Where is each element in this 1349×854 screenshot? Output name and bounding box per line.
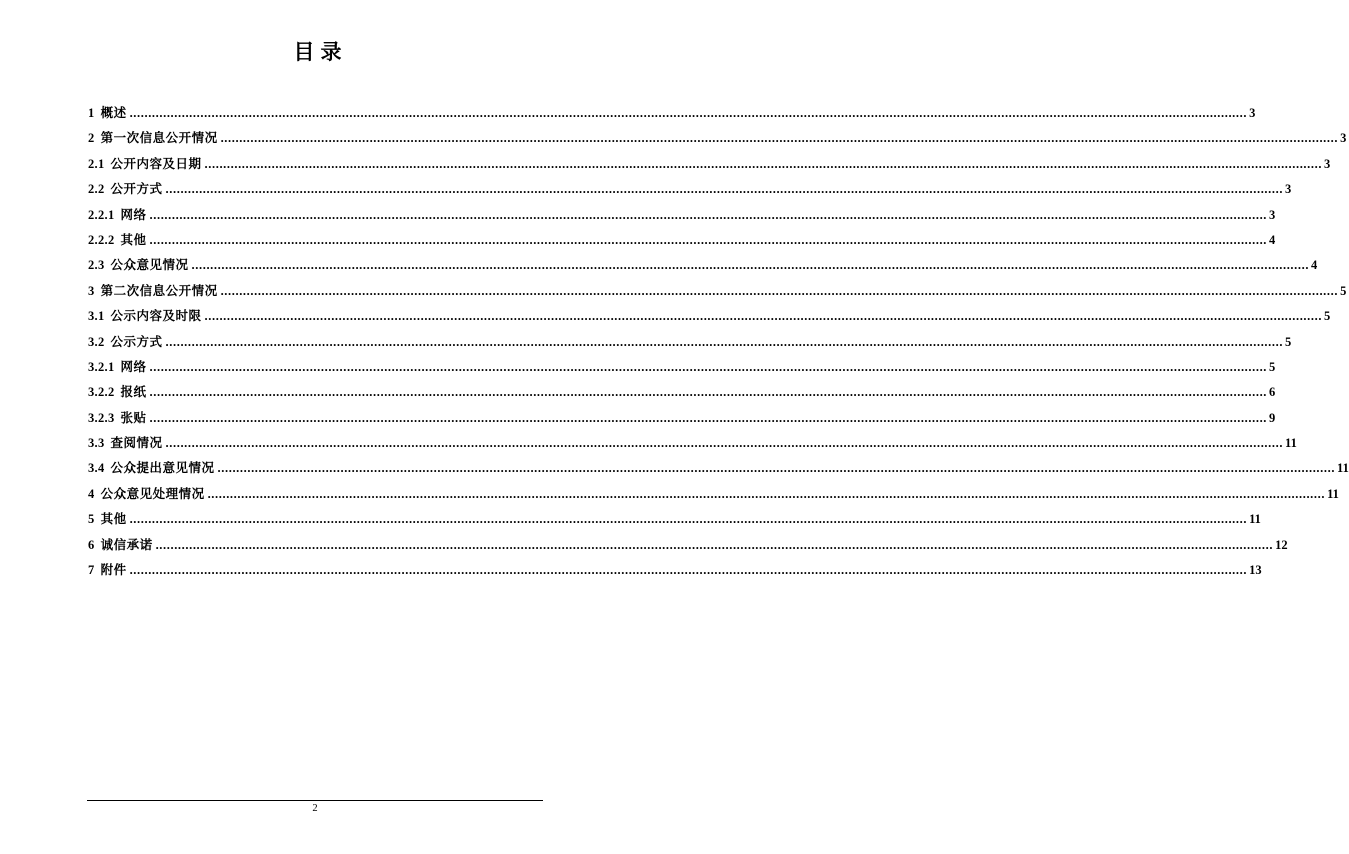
toc-list [88,101,1349,583]
toc-entry-title: 报纸 [120,385,147,400]
toc-entry [88,203,1276,228]
toc-entry-number: 3.4 [88,461,105,476]
toc-entry-number: 6 [88,537,95,552]
toc-entry-title: 其他 [120,232,147,247]
toc-entry-number: 2.1 [88,156,105,171]
toc-entry [88,304,1331,329]
toc-entry-number: 3.2 [88,334,105,349]
toc-entry [88,558,1262,583]
toc-entry [88,101,1256,126]
toc-entry [88,279,1347,304]
toc-entry-title: 公众意见处理情况 [100,486,205,501]
toc-entry-page: 6 [1269,385,1276,400]
toc-entry-page: 11 [1327,486,1339,501]
toc-entry [88,152,1331,177]
toc-leader-dots: ............................................................................................................................................................................................................................................................................................................ [129,106,1248,120]
toc-entry-title: 第二次信息公开情况 [100,283,218,298]
toc-entry-title: 附件 [100,563,127,578]
toc-entry-page: 11 [1249,512,1261,527]
toc-entry [88,355,1276,380]
toc-entry-page: 5 [1285,334,1292,349]
toc-entry-title: 诚信承诺 [100,537,153,552]
toc-leader-dots: ............................................................................................................................................................................................................................................................................................................ [149,410,1268,425]
toc-leader-dots: ............................................................................................................................................................................................................................................................................................................ [220,131,1339,146]
toc-leader-dots: ............................................................................................................................................................................................................................................................................................................ [220,283,1339,298]
toc-entry-number: 2.2.1 [88,207,115,222]
toc-leader-dots: ............................................................................................................................................................................................................................................................................................................ [191,258,1310,273]
toc-leader-dots: ............................................................................................................................................................................................................................................................................................................ [149,385,1268,400]
toc-entry-number: 3.1 [88,309,105,324]
toc-entry [88,228,1276,253]
toc-entry-page: 3 [1285,182,1292,197]
toc-entry-number: 5 [88,512,95,527]
toc-entry-title: 公众意见情况 [110,258,189,273]
toc-entry [88,253,1318,278]
toc-leader-dots: ............................................................................................................................................................................................................................................................................................................ [165,182,1284,197]
toc-entry-number: 2.3 [88,258,105,273]
footer-divider [87,800,543,801]
toc-entry-title: 网络 [120,207,147,222]
toc-entry [88,330,1292,355]
toc-entry-page: 12 [1275,537,1288,552]
toc-leader-dots: ............................................................................................................................................................................................................................................................................................................ [217,461,1336,476]
toc-entry-number: 3.2.3 [88,410,115,425]
toc-entry-title: 第一次信息公开情况 [100,131,218,146]
toc-entry-page: 4 [1311,258,1318,273]
page-footer [87,800,543,816]
toc-entry-number: 3 [88,283,95,298]
toc-entry-number: 3.2.2 [88,385,115,400]
toc-entry [88,380,1276,405]
toc-leader-dots: ............................................................................................................................................................................................................................................................................................................ [129,563,1248,578]
toc-entry-page: 3 [1249,106,1256,120]
footer-page-number: 2 [312,803,318,814]
toc-entry-title: 概述 [100,106,127,120]
toc-leader-dots: ............................................................................................................................................................................................................................................................................................................ [149,232,1268,247]
toc-entry-title: 公示方式 [110,334,163,349]
toc-leader-dots: ............................................................................................................................................................................................................................................................................................................ [149,359,1268,374]
toc-entry-page: 5 [1324,309,1331,324]
toc-entry-title: 网络 [120,359,147,374]
toc-entry-title: 公开方式 [110,182,163,197]
toc-entry-title: 公众提出意见情况 [110,461,215,476]
toc-entry-number: 1 [88,106,95,120]
toc-leader-dots: ............................................................................................................................................................................................................................................................................................................ [165,436,1284,451]
toc-entry [88,533,1288,558]
toc-entry-title: 张贴 [120,410,147,425]
toc-leader-dots: ............................................................................................................................................................................................................................................................................................................ [155,537,1274,552]
toc-entry [88,431,1297,456]
toc-entry [88,126,1347,151]
toc-entry-page: 5 [1340,283,1347,298]
toc-leader-dots: ............................................................................................................................................................................................................................................................................................................ [149,207,1268,222]
toc-entry-number: 7 [88,563,95,578]
toc-leader-dots: ............................................................................................................................................................................................................................................................................................................ [165,334,1284,349]
toc-entry-number: 2.2 [88,182,105,197]
toc-entry [88,482,1339,507]
toc-entry-page: 11 [1337,461,1349,476]
toc-entry-number: 3.2.1 [88,359,115,374]
toc-entry-page: 11 [1285,436,1297,451]
toc-leader-dots: ............................................................................................................................................................................................................................................................................................................ [129,512,1248,527]
toc-entry-page: 13 [1249,563,1262,578]
toc-entry-page: 9 [1269,410,1276,425]
toc-entry-number: 4 [88,486,95,501]
toc-entry-number: 2 [88,131,95,146]
toc-entry-page: 3 [1269,207,1276,222]
toc-entry [88,456,1349,481]
toc-entry-page: 3 [1340,131,1347,146]
toc-leader-dots: ............................................................................................................................................................................................................................................................................................................ [207,486,1326,501]
toc-entry-title: 其他 [100,512,127,527]
toc-entry-page: 3 [1324,156,1331,171]
toc-entry [88,507,1261,532]
toc-entry-page: 4 [1269,232,1276,247]
toc-entry-number: 3.3 [88,436,105,451]
toc-leader-dots: ............................................................................................................................................................................................................................................................................................................ [204,156,1323,171]
toc-entry-page: 5 [1269,359,1276,374]
toc-leader-dots: ............................................................................................................................................................................................................................................................................................................ [204,309,1323,324]
toc-entry-title: 查阅情况 [110,436,163,451]
page-title: 目录 [293,40,348,64]
toc-entry [88,177,1292,202]
toc-entry-number: 2.2.2 [88,232,115,247]
toc-entry-title: 公示内容及时限 [110,309,202,324]
toc-entry [88,406,1276,431]
toc-entry-title: 公开内容及日期 [110,156,202,171]
